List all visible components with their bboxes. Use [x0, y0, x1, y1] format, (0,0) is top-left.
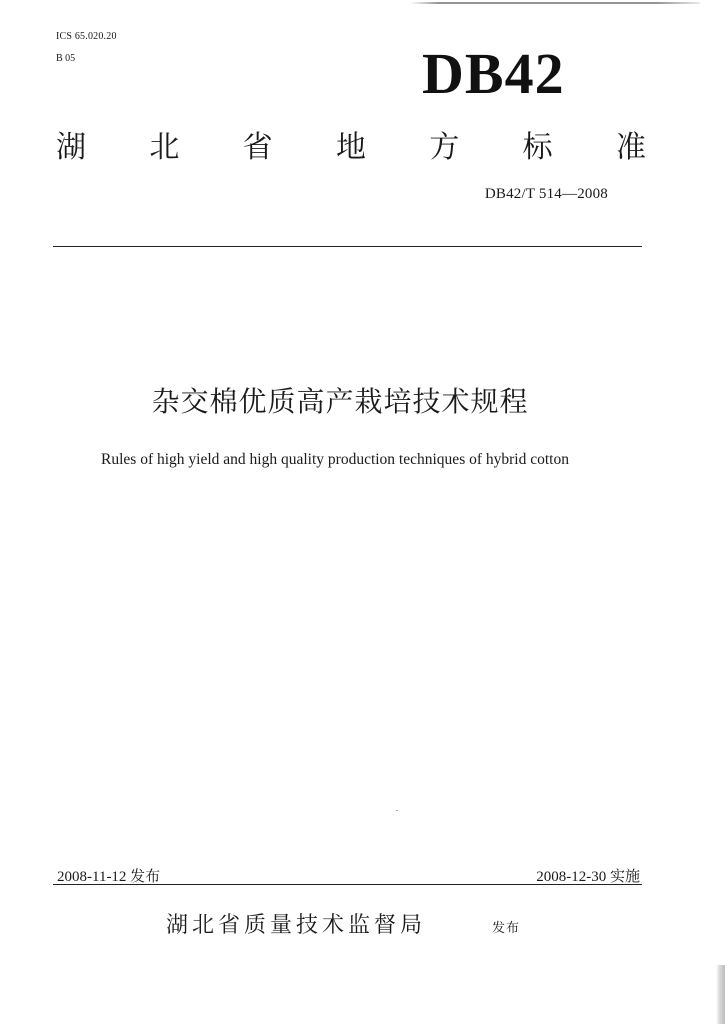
standard-type-char: 北	[149, 130, 180, 165]
top-divider	[53, 246, 642, 247]
scan-edge-artifact	[716, 965, 725, 1024]
standard-type-heading	[56, 128, 646, 168]
standard-type-char: 标	[522, 130, 553, 165]
standard-type-char: 省	[242, 130, 273, 165]
issue-date: 2008-11-12 发布	[57, 869, 161, 885]
implementation-date: 2008-12-30 实施	[536, 869, 640, 885]
scan-edge-artifact	[410, 2, 700, 4]
standard-type-char: 准	[615, 130, 646, 165]
bottom-divider	[53, 884, 642, 885]
standard-number: DB42/T 514—2008	[484, 186, 608, 202]
standard-type-char: 方	[429, 130, 460, 165]
scan-speck	[396, 810, 398, 811]
standard-type-char: 地	[335, 130, 366, 165]
standard-logo: DB42	[422, 41, 565, 106]
issuing-authority-suffix: 发布	[492, 921, 521, 936]
document-title-english: Rules of high yield and high quality production techniques of hybrid cotton	[101, 451, 569, 468]
standard-type-char: 湖	[56, 130, 86, 165]
ics-code: ICS 65.020.20	[56, 31, 117, 42]
issuing-authority: 湖北省质量技术监督局	[166, 913, 427, 938]
ccs-code: B 05	[56, 53, 76, 64]
document-title-chinese: 杂交棉优质高产栽培技术规程	[151, 385, 529, 418]
